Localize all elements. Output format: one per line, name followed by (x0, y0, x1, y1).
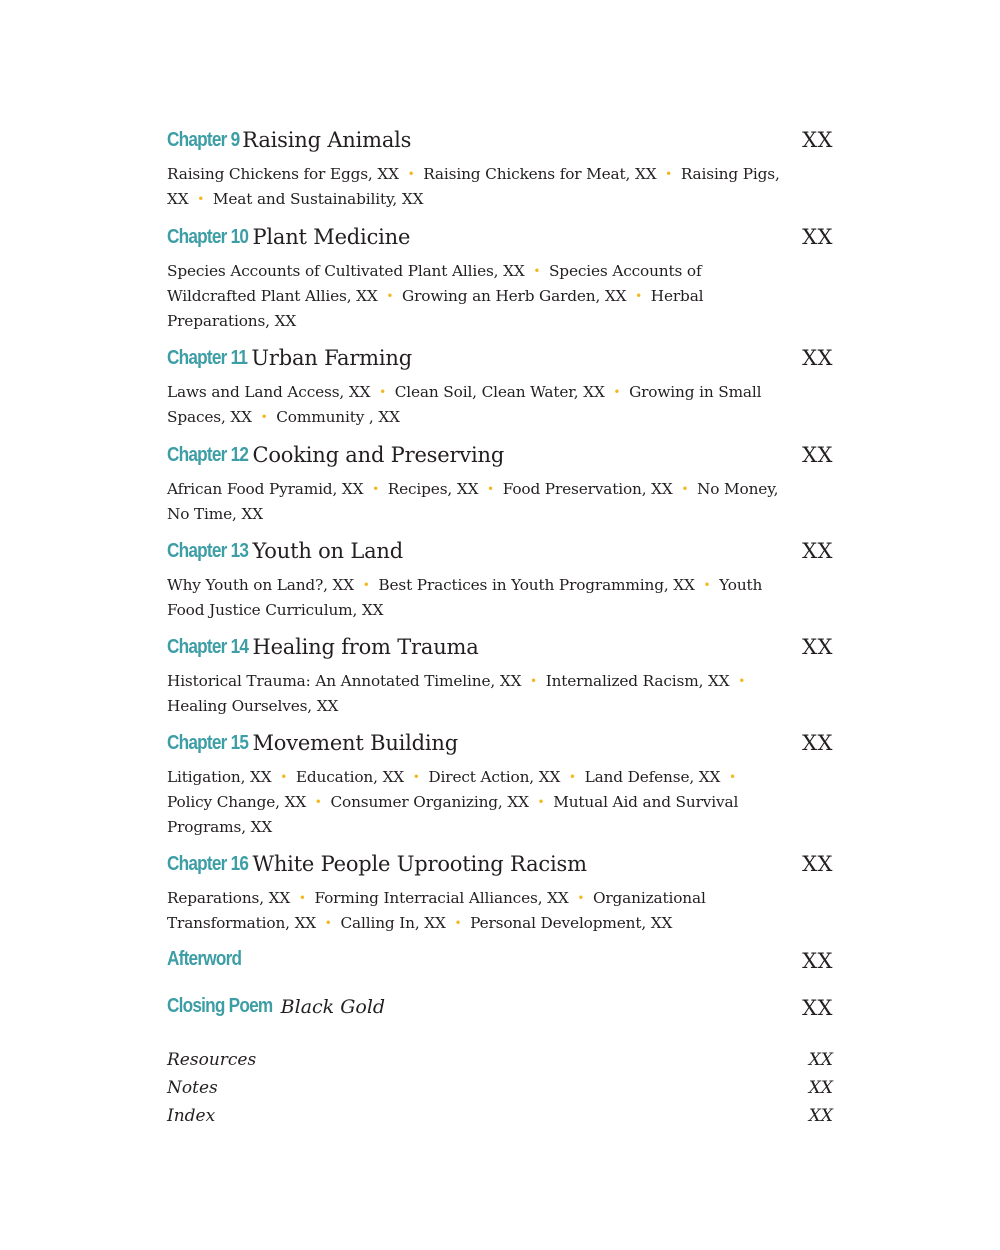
section-entry[interactable]: Direct Action, XX (428, 768, 561, 786)
section-entry[interactable]: Species Accounts of Cultivated Plant Allies, XX (167, 262, 525, 280)
section-entry[interactable]: Calling In, XX (340, 914, 446, 932)
chapter-title: Raising Animals (242, 128, 412, 152)
chapter-title: Youth on Land (252, 539, 403, 563)
bullet-separator: • (324, 916, 332, 930)
chapter-title: Plant Medicine (252, 225, 411, 249)
section-entry[interactable]: Species Accounts of Wildcrafted Plant Allies, XX (167, 262, 702, 305)
section-entry[interactable]: Meat and Sustainability, XX (212, 190, 424, 208)
chapter-title: Urban Farming (251, 346, 412, 370)
section-entry[interactable]: Youth Food Justice Curriculum, XX (167, 576, 763, 619)
closing-poem-page-number: XX (802, 996, 833, 1020)
bullet-separator: • (613, 385, 621, 399)
section-entry[interactable]: Consumer Organizing, XX (330, 793, 529, 811)
chapter-entry[interactable] (167, 225, 833, 333)
chapter-label: Chapter 14 (167, 636, 249, 658)
section-entry[interactable]: Mutual Aid and Survival Programs, XX (167, 793, 739, 836)
bullet-separator: • (197, 192, 205, 206)
bullet-separator: • (280, 770, 288, 784)
section-entry[interactable]: Personal Development, XX (470, 914, 673, 932)
chapter-page-number: XX (802, 128, 833, 152)
backmatter-title: Index (167, 1106, 216, 1126)
section-entry[interactable]: Reparations, XX (167, 889, 291, 907)
bullet-separator: • (635, 289, 643, 303)
chapter-heading (167, 731, 833, 765)
bullet-separator: • (412, 770, 420, 784)
chapter-label: Chapter 15 (167, 732, 249, 754)
chapter-entry[interactable] (167, 731, 833, 839)
section-entry[interactable]: Raising Chickens for Meat, XX (423, 165, 657, 183)
closing-poem-entry[interactable] (167, 996, 833, 1030)
chapter-entry[interactable] (167, 539, 833, 622)
backmatter-list (167, 1050, 833, 1134)
chapter-label: Chapter 12 (167, 444, 249, 466)
chapter-page-number: XX (802, 852, 833, 876)
section-entry[interactable]: Community , XX (276, 408, 400, 426)
chapter-entry[interactable] (167, 635, 833, 718)
section-entry[interactable]: Litigation, XX (167, 768, 272, 786)
bullet-separator: • (372, 482, 380, 496)
chapter-heading (167, 225, 833, 259)
afterword-label: Afterword (167, 948, 242, 970)
bullet-separator: • (530, 674, 537, 688)
bullet-separator: • (738, 674, 746, 688)
bullet-separator: • (577, 891, 585, 905)
chapter-label: Chapter 13 (167, 540, 249, 562)
chapter-sections (167, 477, 782, 526)
section-entry[interactable]: Raising Chickens for Eggs, XX (167, 165, 399, 183)
backmatter-entry[interactable] (167, 1078, 833, 1106)
section-entry[interactable]: Clean Soil, Clean Water, XX (394, 383, 605, 401)
section-entry[interactable]: Laws and Land Access, XX (167, 383, 371, 401)
section-entry[interactable]: No Money, No Time, XX (167, 480, 779, 523)
table-of-contents (167, 128, 833, 1134)
bullet-separator: • (681, 482, 689, 496)
chapter-entry[interactable] (167, 128, 833, 212)
chapter-heading (167, 852, 833, 886)
chapter-title: Movement Building (252, 731, 459, 755)
chapter-page-number: XX (802, 443, 833, 467)
bullet-separator: • (728, 770, 736, 784)
bullet-separator: • (298, 891, 306, 905)
afterword-entry[interactable] (167, 949, 833, 983)
chapter-sections (167, 162, 782, 212)
section-entry[interactable]: Recipes, XX (387, 480, 479, 498)
chapter-label: Chapter 16 (167, 853, 249, 875)
chapter-label: Chapter 9 (167, 129, 240, 151)
section-entry[interactable]: Organizational Transformation, XX (167, 889, 706, 932)
chapter-page-number: XX (802, 225, 833, 249)
chapter-entry[interactable] (167, 852, 833, 936)
backmatter-title: Notes (167, 1078, 218, 1098)
section-entry[interactable]: Why Youth on Land?, XX (167, 576, 355, 594)
bullet-separator: • (314, 795, 322, 809)
bullet-separator: • (260, 410, 268, 424)
backmatter-entry[interactable] (167, 1106, 833, 1134)
chapter-heading (167, 539, 833, 573)
chapter-label: Chapter 10 (167, 226, 249, 248)
bullet-separator: • (487, 482, 494, 496)
section-entry[interactable]: Growing in Small Spaces, XX (167, 383, 762, 426)
bullet-separator: • (533, 264, 541, 278)
bullet-separator: • (703, 578, 711, 592)
chapter-sections (167, 380, 782, 430)
chapter-heading (167, 346, 833, 380)
chapter-page-number: XX (802, 346, 833, 370)
section-entry[interactable]: Raising Pigs, XX (167, 165, 780, 208)
backmatter-page-number: XX (808, 1078, 833, 1098)
chapter-list (167, 128, 833, 936)
chapter-heading (167, 635, 833, 669)
section-entry[interactable]: Best Practices in Youth Programming, XX (378, 576, 695, 594)
chapter-sections (167, 573, 782, 622)
chapter-heading (167, 128, 833, 162)
backmatter-page-number: XX (808, 1050, 833, 1070)
section-entry[interactable]: Education, XX (295, 768, 405, 786)
bullet-separator: • (568, 770, 576, 784)
section-entry[interactable]: Food Preservation, XX (502, 480, 673, 498)
afterword-page-number: XX (802, 949, 833, 973)
section-entry[interactable]: Growing an Herb Garden, XX (402, 287, 627, 305)
bullet-separator: • (454, 916, 462, 930)
bullet-separator: • (665, 167, 673, 181)
chapter-page-number: XX (802, 731, 833, 755)
chapter-entry[interactable] (167, 443, 833, 526)
section-entry[interactable]: African Food Pyramid, XX (167, 480, 364, 498)
bullet-separator: • (407, 167, 415, 181)
section-entry[interactable]: Herbal Preparations, XX (167, 287, 704, 330)
bullet-separator: • (379, 385, 386, 399)
chapter-sections (167, 886, 782, 936)
chapter-entry[interactable] (167, 346, 833, 430)
chapter-page-number: XX (802, 539, 833, 563)
section-entry[interactable]: Forming Interracial Alliances, XX (314, 889, 569, 907)
section-entry[interactable]: Internalized Racism, XX (545, 672, 730, 690)
bullet-separator: • (362, 578, 370, 592)
chapter-label: Chapter 11 (167, 347, 248, 369)
section-entry[interactable]: Land Defense, XX (584, 768, 721, 786)
section-entry[interactable]: Policy Change, XX (167, 793, 307, 811)
backmatter-title: Resources (167, 1050, 257, 1070)
chapter-title: Cooking and Preserving (252, 443, 505, 467)
section-entry[interactable]: Historical Trauma: An Annotated Timeline, XX (167, 672, 522, 690)
section-entry[interactable]: Healing Ourselves, XX (167, 697, 339, 715)
chapter-sections (167, 259, 782, 333)
chapter-heading (167, 443, 833, 477)
chapter-title: Healing from Trauma (252, 635, 479, 659)
bullet-separator: • (537, 795, 545, 809)
bullet-separator: • (386, 289, 394, 303)
backmatter-entry[interactable] (167, 1050, 833, 1078)
chapter-page-number: XX (802, 635, 833, 659)
chapter-sections (167, 669, 782, 718)
backmatter-page-number: XX (808, 1106, 833, 1126)
closing-poem-title: Black Gold (280, 996, 386, 1018)
chapter-title: White People Uprooting Racism (252, 852, 587, 876)
chapter-sections (167, 765, 782, 839)
closing-poem-label: Closing Poem (167, 995, 273, 1017)
